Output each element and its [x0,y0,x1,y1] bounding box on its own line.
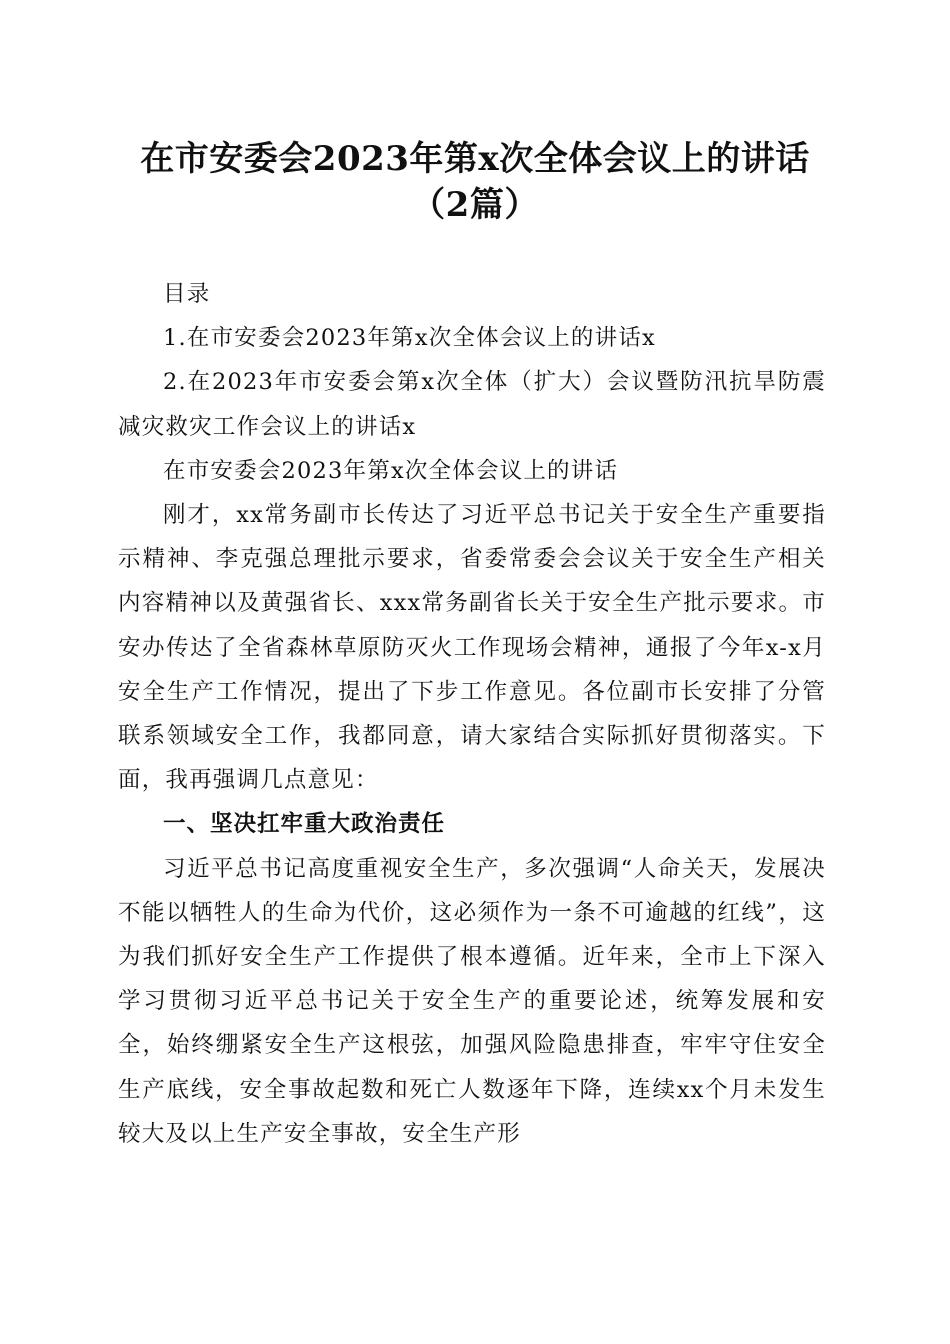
document-body [118,272,826,1156]
section-1-heading: 一、坚决扛牢重大政治责任 [163,811,446,838]
document-title [100,136,850,228]
speech-title: 在市安委会2023年第x次全体会议上的讲话 [163,457,619,484]
paragraph-2: 习近平总书记高度重视安全生产，多次强调“人命关天，发展决不能以牺牲人的生命为代价，这必须作为一条不可逾越的红线”，这为我们抓好安全生产工作提供了根本遵循。近年来，全市上下深入学习贯彻习近平总书记关于安全生产的重要论述，统筹发展和安全，始终绷紧安全生产这根弦，加强风险隐患排查，牢牢守住安全生产底线，安全事故起数和死亡人数逐年下降，连续xx个月未发生较大及以上生产安全事故，安全生产形 [118,855,826,1147]
toc-label: 目录 [163,281,211,307]
title-line-1: 在市安委会2023年第x次全体会议上的讲话 [140,139,810,179]
toc-item-2: 2.在2023年市安委会第x次全体（扩大）会议暨防汛抗旱防震减灾救灾工作会议上的讲话x [118,369,826,440]
toc-item-1: 1.在市安委会2023年第x次全体会议上的讲话x [163,325,656,352]
paragraph-1: 刚才，xx常务副市长传达了习近平总书记关于安全生产重要指示精神、李克强总理批示要求，省委常委会会议关于安全生产相关内容精神以及黄强省长、xxx常务副省长关于安全生产批示要求。市安办传达了全省森林草原防灭火工作现场会精神，通报了今年x-x月安全生产工作情况，提出了下步工作意见。各位副市长安排了分管联系领域安全工作，我都同意，请大家结合实际抓好贯彻落实。下面，我再强调几点意见： [118,502,826,794]
title-line-2: （2篇） [411,185,539,225]
